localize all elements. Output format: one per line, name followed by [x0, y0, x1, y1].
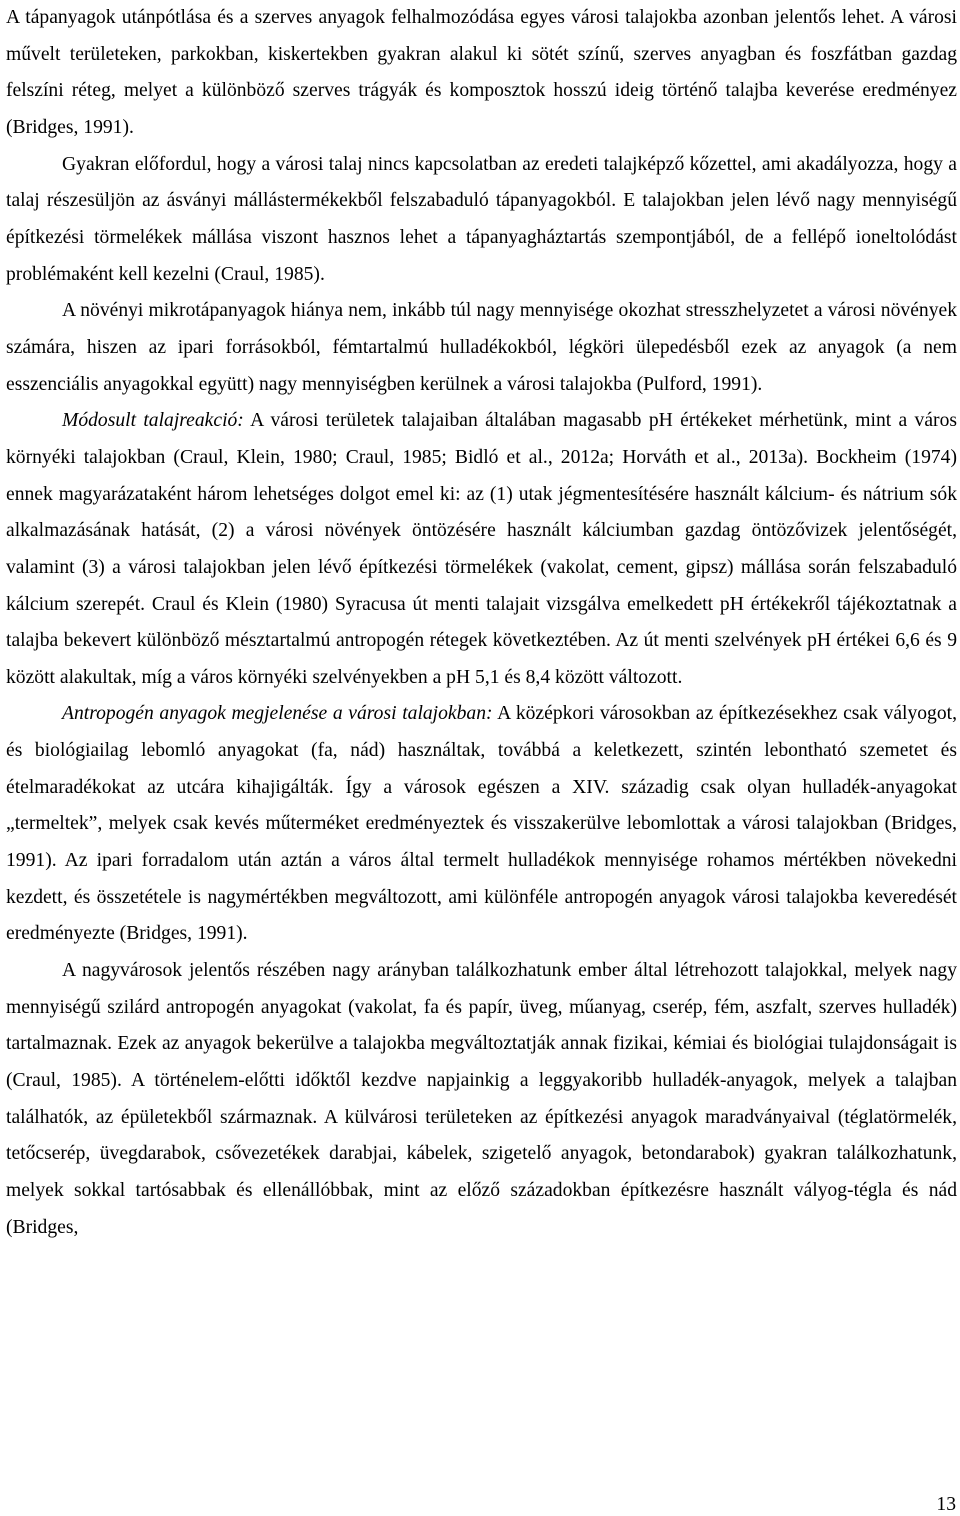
paragraph-soil-reaction	[6, 403, 957, 696]
paragraph-text: A középkori városokban az építkezésekhez csak vályogot, és biológiailag lebomló anyagokat (fa, nád) használtak, továbbá a keletkezett, szintén lebontható szemetet és ételmaradékokat az utcára kihajigálták. Így a városok egészen a XIV. századig csak olyan hulladék-anyagokat „termeltek”, melyek csak kevés műterméket eredményeztek és visszakerülve lebomlottak a városi talajokban (Bridges, 1991). Az ipari forradalom után aztán a város által termelt hulladékok mennyisége rohamos mértékben növekedni kezdett, és összetétele is nagymértékben megváltozott, ami különféle antropogén anyagok városi talajokba keveredését eredményezte (Bridges, 1991).	[6, 703, 957, 945]
paragraph-large-cities	[6, 953, 957, 1246]
page-number: 13	[936, 1494, 956, 1515]
paragraph-micronutrients	[6, 293, 957, 403]
paragraph-text: Gyakran előfordul, hogy a városi talaj nincs kapcsolatban az eredeti talajképző kőzettel, ami akadályozza, hogy a talaj részesüljön az ásványi mállástermékekből felszabaduló tápanyagokból. E talajokban jelen lévő nagy mennyiségű építkezési törmelékek mállása viszont hasznos lehet a tápanyagháztartás szempontjából, de a fellépő ioneltolódást problémaként kell kezelni (Craul, 1985).	[6, 153, 957, 285]
section-heading-soil-reaction: Módosult talajreakció:	[62, 410, 244, 432]
paragraph-text: A nagyvárosok jelentős részében nagy arányban találkozhatunk ember által létrehozott talajokkal, melyek nagy mennyiségű szilárd antropogén anyagokat (vakolat, fa és papír, üveg, műanyag, cserép, fém, aszfalt, szerves hulladék) tartalmaznak. Ezek az anyagok bekerülve a talajokba megváltoztatják annak fizikai, kémiai és biológiai tulajdonságait is (Craul, 1985). A történelem-előtti időktől kezdve napjainkig a leggyakoribb hulladék-anyagok, melyek a talajban találhatók, az épületekből származnak. A külvárosi területeken az építkezési anyagok maradványaival (téglatörmelék, tetőcserép, üvegdarabok, csővezetékek darabjai, kábelek, szigetelő anyagok, betondarabok) gyakran találkozhatunk, melyek sokkal tartósabbak és ellenállóbbak, mint az előző századokban építkezésre használt vályog-tégla és nád (Bridges,	[6, 960, 957, 1238]
paragraph-parent-rock	[6, 147, 957, 294]
paragraph-nutrient-supply	[6, 0, 957, 147]
document-page	[6, 0, 957, 1246]
paragraph-anthropogenic-materials	[6, 696, 957, 953]
section-heading-anthropogenic-materials: Antropogén anyagok megjelenése a városi talajokban:	[62, 703, 493, 725]
paragraph-text: A városi területek talajaiban általában magasabb pH értékeket mérhetünk, mint a város környéki talajokban (Craul, Klein, 1980; Craul, 1985; Bidló et al., 2012a; Horváth et al., 2013a). Bockheim (1974) ennek magyarázataként három lehetséges dolgot emel ki: az (1) utak jégmentesítésére használt kálcium- és nátrium sók alkalmazásának hatását, (2) a városi növények öntözésére használt kálciumban gazdag öntözővizek jelentőségét, valamint (3) a városi talajokban jelen lévő építkezési törmelékek (vakolat, cement, gipsz) mállása során felszabaduló kálcium szerepét. Craul és Klein (1980) Syracusa út menti talajait vizsgálva emelkedett pH értékekről tájékoztatnak a talajba bekevert különböző mésztartalmú antropogén rétegek következtében. Az út menti szelvények pH értékei 6,6 és 9 között alakultak, míg a város környéki szelvényekben a pH 5,1 és 8,4 között változott.	[6, 410, 957, 688]
paragraph-text: A tápanyagok utánpótlása és a szerves anyagok felhalmozódása egyes városi talajokba azonban jelentős lehet. A városi művelt területeken, parkokban, kiskertekben gyakran alakul ki sötét színű, szerves anyagban és foszfátban gazdag felszíni réteg, melyet a különböző szerves trágyák és komposztok hosszú ideig történő talajba keverése eredményez (Bridges, 1991).	[6, 7, 957, 138]
paragraph-text: A növényi mikrotápanyagok hiánya nem, inkább túl nagy mennyisége okozhat stresszhelyzetet a városi növények számára, hiszen az ipari forrásokból, fémtartalmú hulladékokból, légköri ülepedésből ezek az anyagok (a nem esszenciális anyagokkal együtt) nagy mennyiségben kerülnek a városi talajokba (Pulford, 1991).	[6, 300, 957, 395]
